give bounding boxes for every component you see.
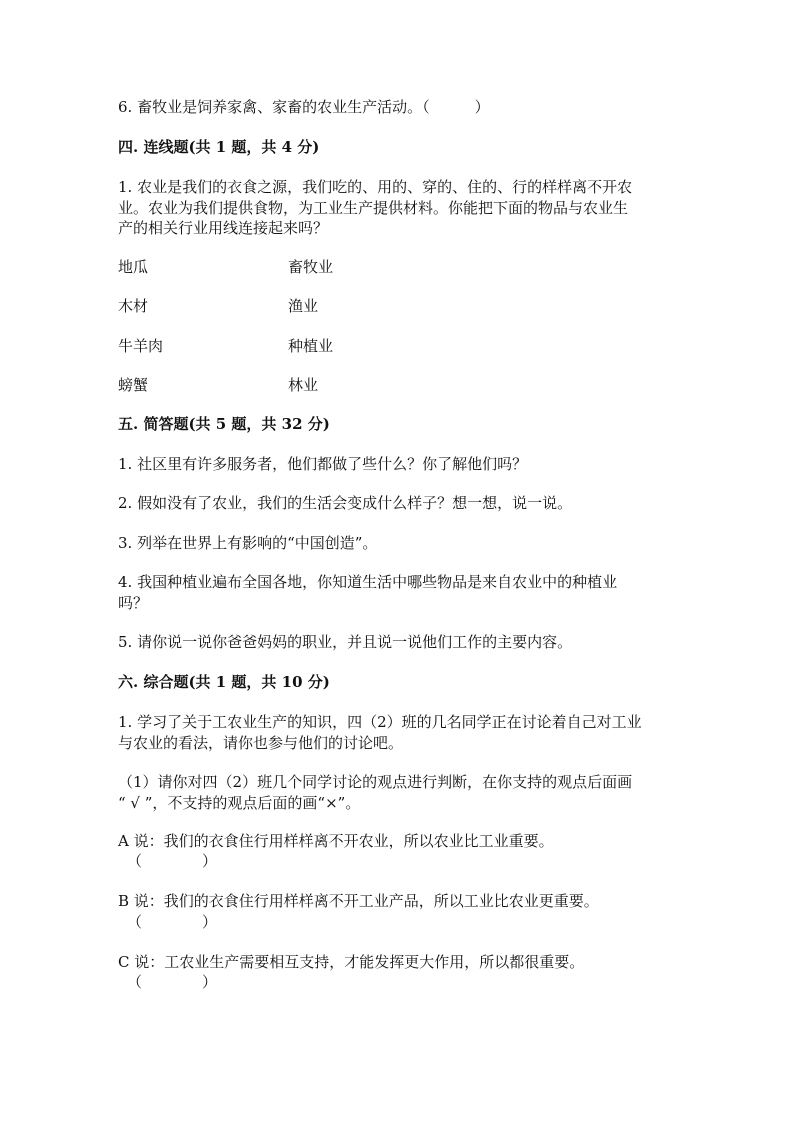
answer-blank-a[interactable]: （ ） xyxy=(127,852,218,870)
section-6-heading: 六. 综合题(共 1 题，共 10 分) xyxy=(118,673,330,691)
match-left-item: 木材 xyxy=(118,297,149,315)
section-5-q1: 1. 社区里有许多服务者，他们都做了些什么？你了解他们吗？ xyxy=(118,455,528,473)
section-5-q4-line-1: 4. 我国种植业遍布全国各地，你知道生活中哪些物品是来自农业中的种植业 xyxy=(118,573,618,591)
answer-blank-c[interactable]: （ ） xyxy=(127,973,218,991)
match-left-item: 地瓜 xyxy=(118,258,149,276)
section-4-q1-line-2: 业。农业为我们提供食物，为工业生产提供材料。你能把下面的物品与农业生 xyxy=(118,199,629,217)
question-6-true-false: 6. 畜牧业是饲养家禽、家畜的农业生产活动。（ ） xyxy=(118,98,490,116)
section-5-heading: 五. 简答题(共 5 题，共 32 分) xyxy=(118,415,330,433)
section-4-heading: 四. 连线题(共 1 题，共 4 分) xyxy=(118,138,320,156)
statement-a: A 说：我们的衣食住行用样样离不开农业，所以农业比工业重要。 xyxy=(118,832,554,850)
section-5-q5: 5. 请你说一说你爸爸妈妈的职业，并且说一说他们工作的主要内容。 xyxy=(118,633,573,651)
section-5-q4-line-2: 吗？ xyxy=(118,594,149,612)
match-right-item: 林业 xyxy=(288,376,319,394)
section-4-q1-line-1: 1. 农业是我们的衣食之源，我们吃的、用的、穿的、住的、行的样样离不开农 xyxy=(118,178,633,196)
section-6-q1-line-1: 1. 学习了关于工农业生产的知识，四（2）班的几名同学正在讨论着自己对工业 xyxy=(118,713,642,731)
section-5-q2: 2. 假如没有了农业，我们的生活会变成什么样子？想一想，说一说。 xyxy=(118,494,573,512)
section-4-q1-line-3: 产的相关行业用线连接起来吗？ xyxy=(118,219,329,237)
section-6-q1-line-2: 与农业的看法，请你也参与他们的讨论吧。 xyxy=(118,734,404,752)
match-right-item: 渔业 xyxy=(288,297,319,315)
section-5-q3: 3. 列举在世界上有影响的“中国创造”。 xyxy=(118,534,378,552)
match-left-item: 螃蟹 xyxy=(118,376,149,394)
answer-blank-b[interactable]: （ ） xyxy=(127,913,218,931)
section-6-sub1-line-2: “ √ ”，不支持的观点后面的画“×”。 xyxy=(118,794,361,812)
match-right-item: 畜牧业 xyxy=(288,258,334,276)
match-left-item: 牛羊肉 xyxy=(118,337,164,355)
statement-c: C 说：工农业生产需要相互支持，才能发挥更大作用，所以都很重要。 xyxy=(118,953,585,971)
match-right-item: 种植业 xyxy=(288,337,334,355)
section-6-sub1-line-1: （1）请你对四（2）班几个同学讨论的观点进行判断，在你支持的观点后面画 xyxy=(118,773,633,791)
statement-b: B 说：我们的衣食住行用样样离不开工业产品，所以工业比农业更重要。 xyxy=(118,892,599,910)
